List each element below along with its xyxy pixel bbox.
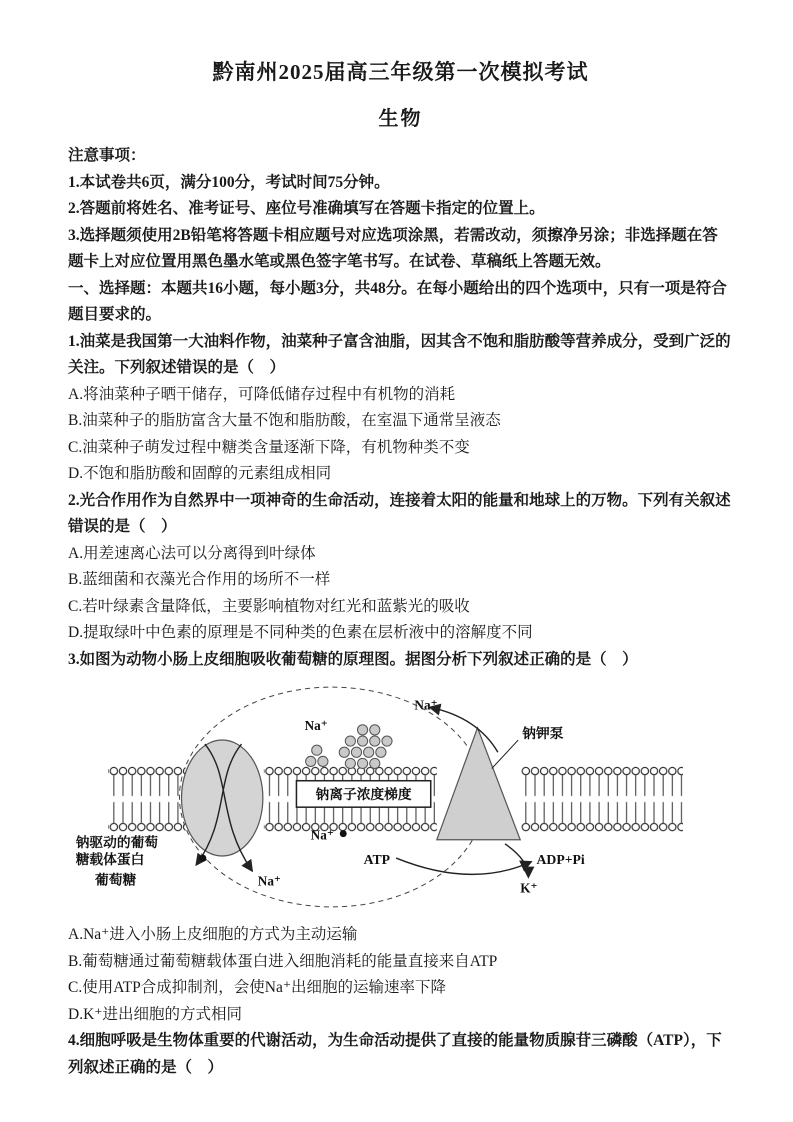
notices-block <box>68 143 733 276</box>
gradient-box-label: 钠离子浓度梯度 <box>315 787 412 803</box>
question-2 <box>68 488 733 647</box>
notice-item-2: 2.答题前将姓名、准考证号、座位号准确填写在答题卡指定的位置上。 <box>68 200 545 217</box>
sodium-potassium-pump <box>437 728 520 840</box>
carrier-label-line1: 钠驱动的葡萄 <box>75 834 159 850</box>
na-top-label: Na⁺ <box>304 717 328 733</box>
glucose-absorption-diagram <box>70 679 710 920</box>
question-4 <box>68 1028 733 1081</box>
na-top-right-label: Na⁺ <box>414 697 438 713</box>
question-1 <box>68 329 733 488</box>
question-1-option-c: C.油菜种子萌发过程中糖类含量逐渐下降，有机物种类不变 <box>68 438 470 456</box>
question-3 <box>68 647 733 1029</box>
na-bottom-label: Na⁺ <box>257 873 281 889</box>
question-3-option-a: A.Na⁺进入小肠上皮细胞的方式为主动运输 <box>68 926 358 943</box>
question-3-option-d: D.K⁺进出细胞的方式相同 <box>68 1005 242 1023</box>
glucose-molecule-dot <box>199 855 206 862</box>
question-1-stem: 1.油菜是我国第一大油料作物，油菜种子富含油脂，因其含不饱和脂肪酸等营养成分，受到广泛的关注。下列叙述错误的是（ ） <box>68 332 731 376</box>
question-2-option-b: B.蓝细菌和衣藻光合作用的场所不一样 <box>68 571 331 588</box>
question-3-stem: 3.如图为动物小肠上皮细胞吸收葡萄糖的原理图。据图分析下列叙述正确的是（ ） <box>68 650 638 668</box>
exam-title: 黔南州2025届高三年级第一次模拟考试 <box>212 60 589 84</box>
carrier-label-line2: 糖载体蛋白 <box>75 852 145 868</box>
atp-hydrolysis-arrow <box>396 858 530 874</box>
atp-label: ATP <box>363 852 391 868</box>
question-2-option-a: A.用差速离心法可以分离得到叶绿体 <box>68 544 316 562</box>
k-label: K⁺ <box>520 880 538 896</box>
question-1-option-d: D.不饱和脂肪酸和固醇的元素组成相同 <box>68 465 332 482</box>
question-1-option-b: B.油菜种子的脂肪富含大量不饱和脂肪酸，在室温下通常呈液态 <box>68 412 501 429</box>
question-1-option-a: A.将油菜种子晒干储存，可降低储存过程中有机物的消耗 <box>68 385 456 403</box>
k-in-arrow <box>505 844 528 877</box>
membrane-transport-figure <box>70 679 706 915</box>
notice-item-1: 1.本试卷共6页，满分100分，考试时间75分钟。 <box>68 173 390 191</box>
notices-heading: 注意事项： <box>68 147 146 164</box>
question-2-option-d: D.提取绿叶中色素的原理是不同种类的色素在层析液中的溶解度不同 <box>68 624 533 641</box>
notice-item-3: 3.选择题须使用2B铅笔将答题卡相应题号对应选项涂黑，若需改动，须擦净另涂；非选择题在答题卡上对应位置用黑色墨水笔或黑色签字笔书写。在试卷、草稿纸上答题无效。 <box>68 226 718 270</box>
na-inner-dot <box>340 830 347 837</box>
na-inner-label: Na⁺ <box>310 827 334 843</box>
pump-pointer-line <box>492 740 518 768</box>
na-out-arrow <box>431 707 498 752</box>
section-heading: 一、选择题：本题共16小题，每小题3分，共48分。在每小题给出的四个选项中，只有一项是符合题目要求的。 <box>68 279 727 323</box>
glucose-label: 葡萄糖 <box>95 872 137 888</box>
membrane-left-segment <box>108 766 185 831</box>
exam-subject: 生物 <box>378 108 423 130</box>
question-3-option-b: B.葡萄糖通过葡萄糖载体蛋白进入细胞消耗的能量直接来自ATP <box>68 952 498 970</box>
pump-label: 钠钾泵 <box>522 726 564 741</box>
question-3-option-c: C.使用ATP合成抑制剂，会使Na⁺出细胞的运输速率下降 <box>68 979 447 996</box>
question-2-option-c: C.若叶绿素含量降低，主要影响植物对红光和蓝紫光的吸收 <box>68 597 470 615</box>
question-2-stem: 2.光合作用作为自然界中一项神奇的生命活动，连接着太阳的能量和地球上的万物。下列有关叙述错误的是（ ） <box>68 491 731 535</box>
membrane-right-segment <box>521 766 683 831</box>
question-4-stem: 4.细胞呼吸是生物体重要的代谢活动，为生命活动提供了直接的能量物质腺苷三磷酸（ATP），下列叙述正确的是（ ） <box>68 1032 722 1076</box>
adp-label: ADP+Pi <box>536 852 585 868</box>
